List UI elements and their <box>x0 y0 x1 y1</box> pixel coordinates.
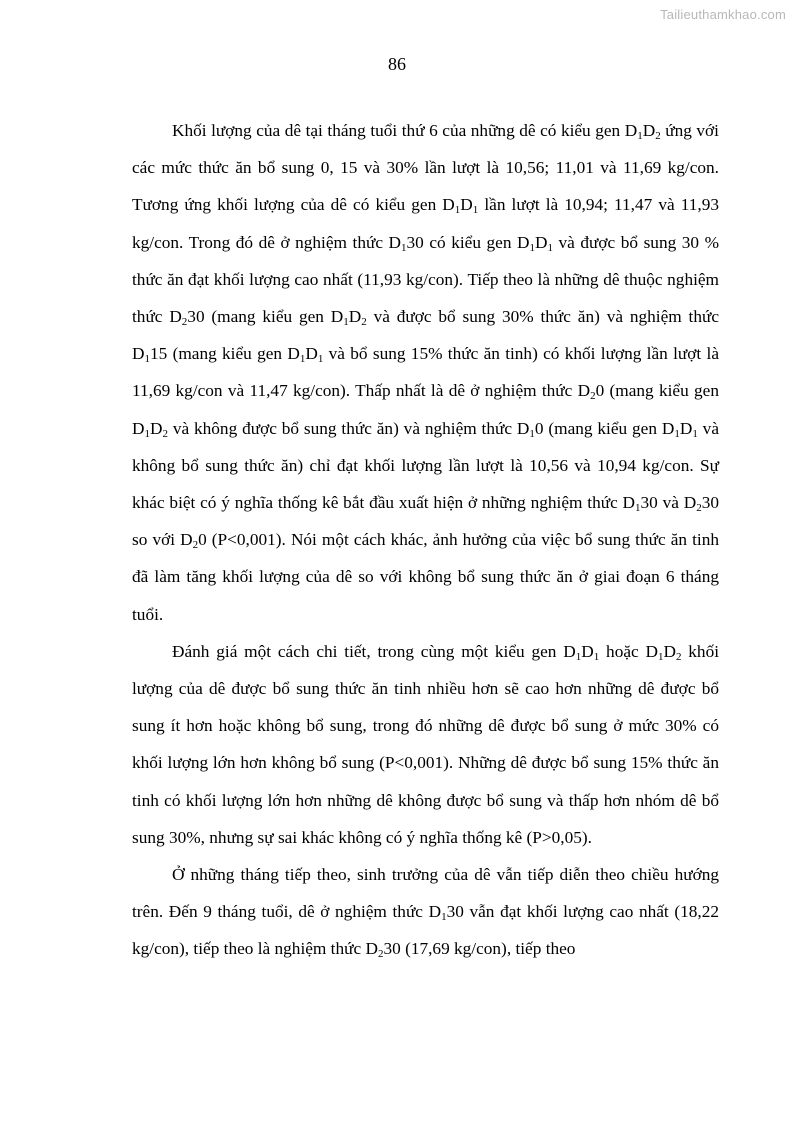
text-run: lần lượt là 10,94; 11,47 và 11,93 kg/con. Trong đó dê ở nghiệm thức D <box>132 195 719 252</box>
subscript: 1 <box>454 204 461 217</box>
text-run: khối lượng của dê được bổ sung thức ăn tinh nhiều hơn sẽ cao hơn những dê được bổ sung ít hơn hoặc không bổ sung, trong đó những dê được bổ sung ở mức 30% có khối lượng lớn hơn không bổ sung (P<0,001). Những dê được bổ sung 15% thức ăn tinh có khối lượng lớn hơn những dê không được bổ sung và thấp hơn nhóm dê bổ sung 30%, nhưng sự sai khác không có ý nghĩa thống kê (P>0,05). <box>132 641 720 847</box>
subscript: 1 <box>401 241 407 254</box>
text-run: 30 có kiểu gen D <box>406 232 530 252</box>
subscript: 1 <box>635 502 641 515</box>
text-run: 0 (P<0,001). Nói một cách khác, ảnh hưởng của việc bổ sung thức ăn tinh đã làm tăng khối lượng của dê so với không bổ sung thức ăn ở giai đoạn 6 tháng tuổi. <box>132 530 719 624</box>
subscript: 1 <box>547 241 553 254</box>
subscript: 1 <box>343 316 349 329</box>
page-number: 86 <box>388 54 406 74</box>
text-run: D <box>535 232 548 252</box>
text-run: 30 (17,69 kg/con), tiếp theo <box>383 939 576 959</box>
text-run: và được bổ sung 30% thức ăn) và nghiệm thức D <box>132 307 719 364</box>
text-run: và bổ sung 15% thức ăn tinh) có khối lượng lần lượt là 11,69 kg/con và 11,47 kg/con). Thấp nhất là dê ở nghiệm thức D <box>132 344 719 401</box>
text-run: Ở những tháng tiếp theo, sinh trưởng của dê vẫn tiếp diễn theo chiều hướng trên. Đến 9 tháng tuổi, dê ở nghiệm thức D <box>132 865 719 922</box>
text-run: D <box>348 307 362 327</box>
subscript: 1 <box>299 353 306 366</box>
text-run: Đánh giá một cách chi tiết, trong cùng một kiểu gen D <box>172 641 576 661</box>
text-run: 30 so với D <box>132 493 719 550</box>
text-run: 0 (mang kiểu gen D <box>534 418 675 438</box>
text-run: 30 vẫn đạt khối lượng cao nhất (18,22 kg/con), tiếp theo là nghiệm thức D <box>132 902 719 959</box>
text-run: hoặc D <box>599 641 658 661</box>
paragraph-2 <box>132 633 719 856</box>
text-run: 30 và D <box>640 493 697 513</box>
text-run: 30 (mang kiểu gen D <box>187 307 344 327</box>
text-run: ứng với các mức thức ăn bổ sung 0, 15 và 30% lần lượt là 10,56; 11,01 và 11,69 kg/con. Tương ứng khối lượng của dê có kiểu gen D <box>132 121 719 215</box>
subscript: 2 <box>377 948 384 961</box>
text-run: D <box>581 641 594 661</box>
subscript: 1 <box>144 353 150 366</box>
subscript: 1 <box>657 650 664 663</box>
text-run: D <box>305 344 318 364</box>
subscript: 1 <box>529 241 535 254</box>
subscript: 2 <box>655 130 661 142</box>
subscript: 1 <box>637 130 643 142</box>
subscript: 1 <box>441 911 447 924</box>
document-body <box>132 112 719 968</box>
text-run: Khối lượng của dê tại tháng tuổi thứ 6 của những dê có kiểu gen D <box>172 121 638 140</box>
subscript: 1 <box>674 427 680 440</box>
subscript: 2 <box>590 390 596 403</box>
text-run: D <box>642 121 656 140</box>
subscript: 1 <box>593 650 600 663</box>
paragraph-1 <box>132 112 719 633</box>
text-run: và được bổ sung 30 % thức ăn đạt khối lượng cao nhất (11,93 kg/con). Tiếp theo là những dê thuộc nghiệm thức D <box>132 232 719 327</box>
paragraph-3 <box>132 856 719 968</box>
text-run: D <box>663 641 676 661</box>
text-run: 0 (mang kiểu gen D <box>132 381 719 438</box>
subscript: 1 <box>692 427 698 440</box>
subscript: 2 <box>162 427 168 440</box>
text-run: và không bổ sung thức ăn) chỉ đạt khối lượng lần lượt là 10,56 và 10,94 kg/con. Sự khác biệt có ý nghĩa thống kê bắt đầu xuất hiện ở những nghiệm thức D <box>132 418 719 513</box>
subscript: 2 <box>181 316 188 329</box>
text-run: D <box>149 418 163 438</box>
text-run: D <box>679 418 693 438</box>
subscript: 2 <box>675 650 682 663</box>
subscript: 1 <box>144 427 150 440</box>
subscript: 1 <box>317 353 324 366</box>
text-run: D <box>460 195 473 215</box>
watermark: Tailieuthamkhao.com <box>660 7 786 22</box>
subscript: 1 <box>529 427 535 440</box>
subscript: 1 <box>472 204 479 217</box>
subscript: 2 <box>696 502 702 515</box>
subscript: 1 <box>575 650 582 663</box>
text-run: và không được bổ sung thức ăn) và nghiệm thức D <box>167 418 530 438</box>
subscript: 2 <box>192 539 199 552</box>
subscript: 2 <box>361 316 367 329</box>
text-run: 15 (mang kiểu gen D <box>149 344 300 364</box>
